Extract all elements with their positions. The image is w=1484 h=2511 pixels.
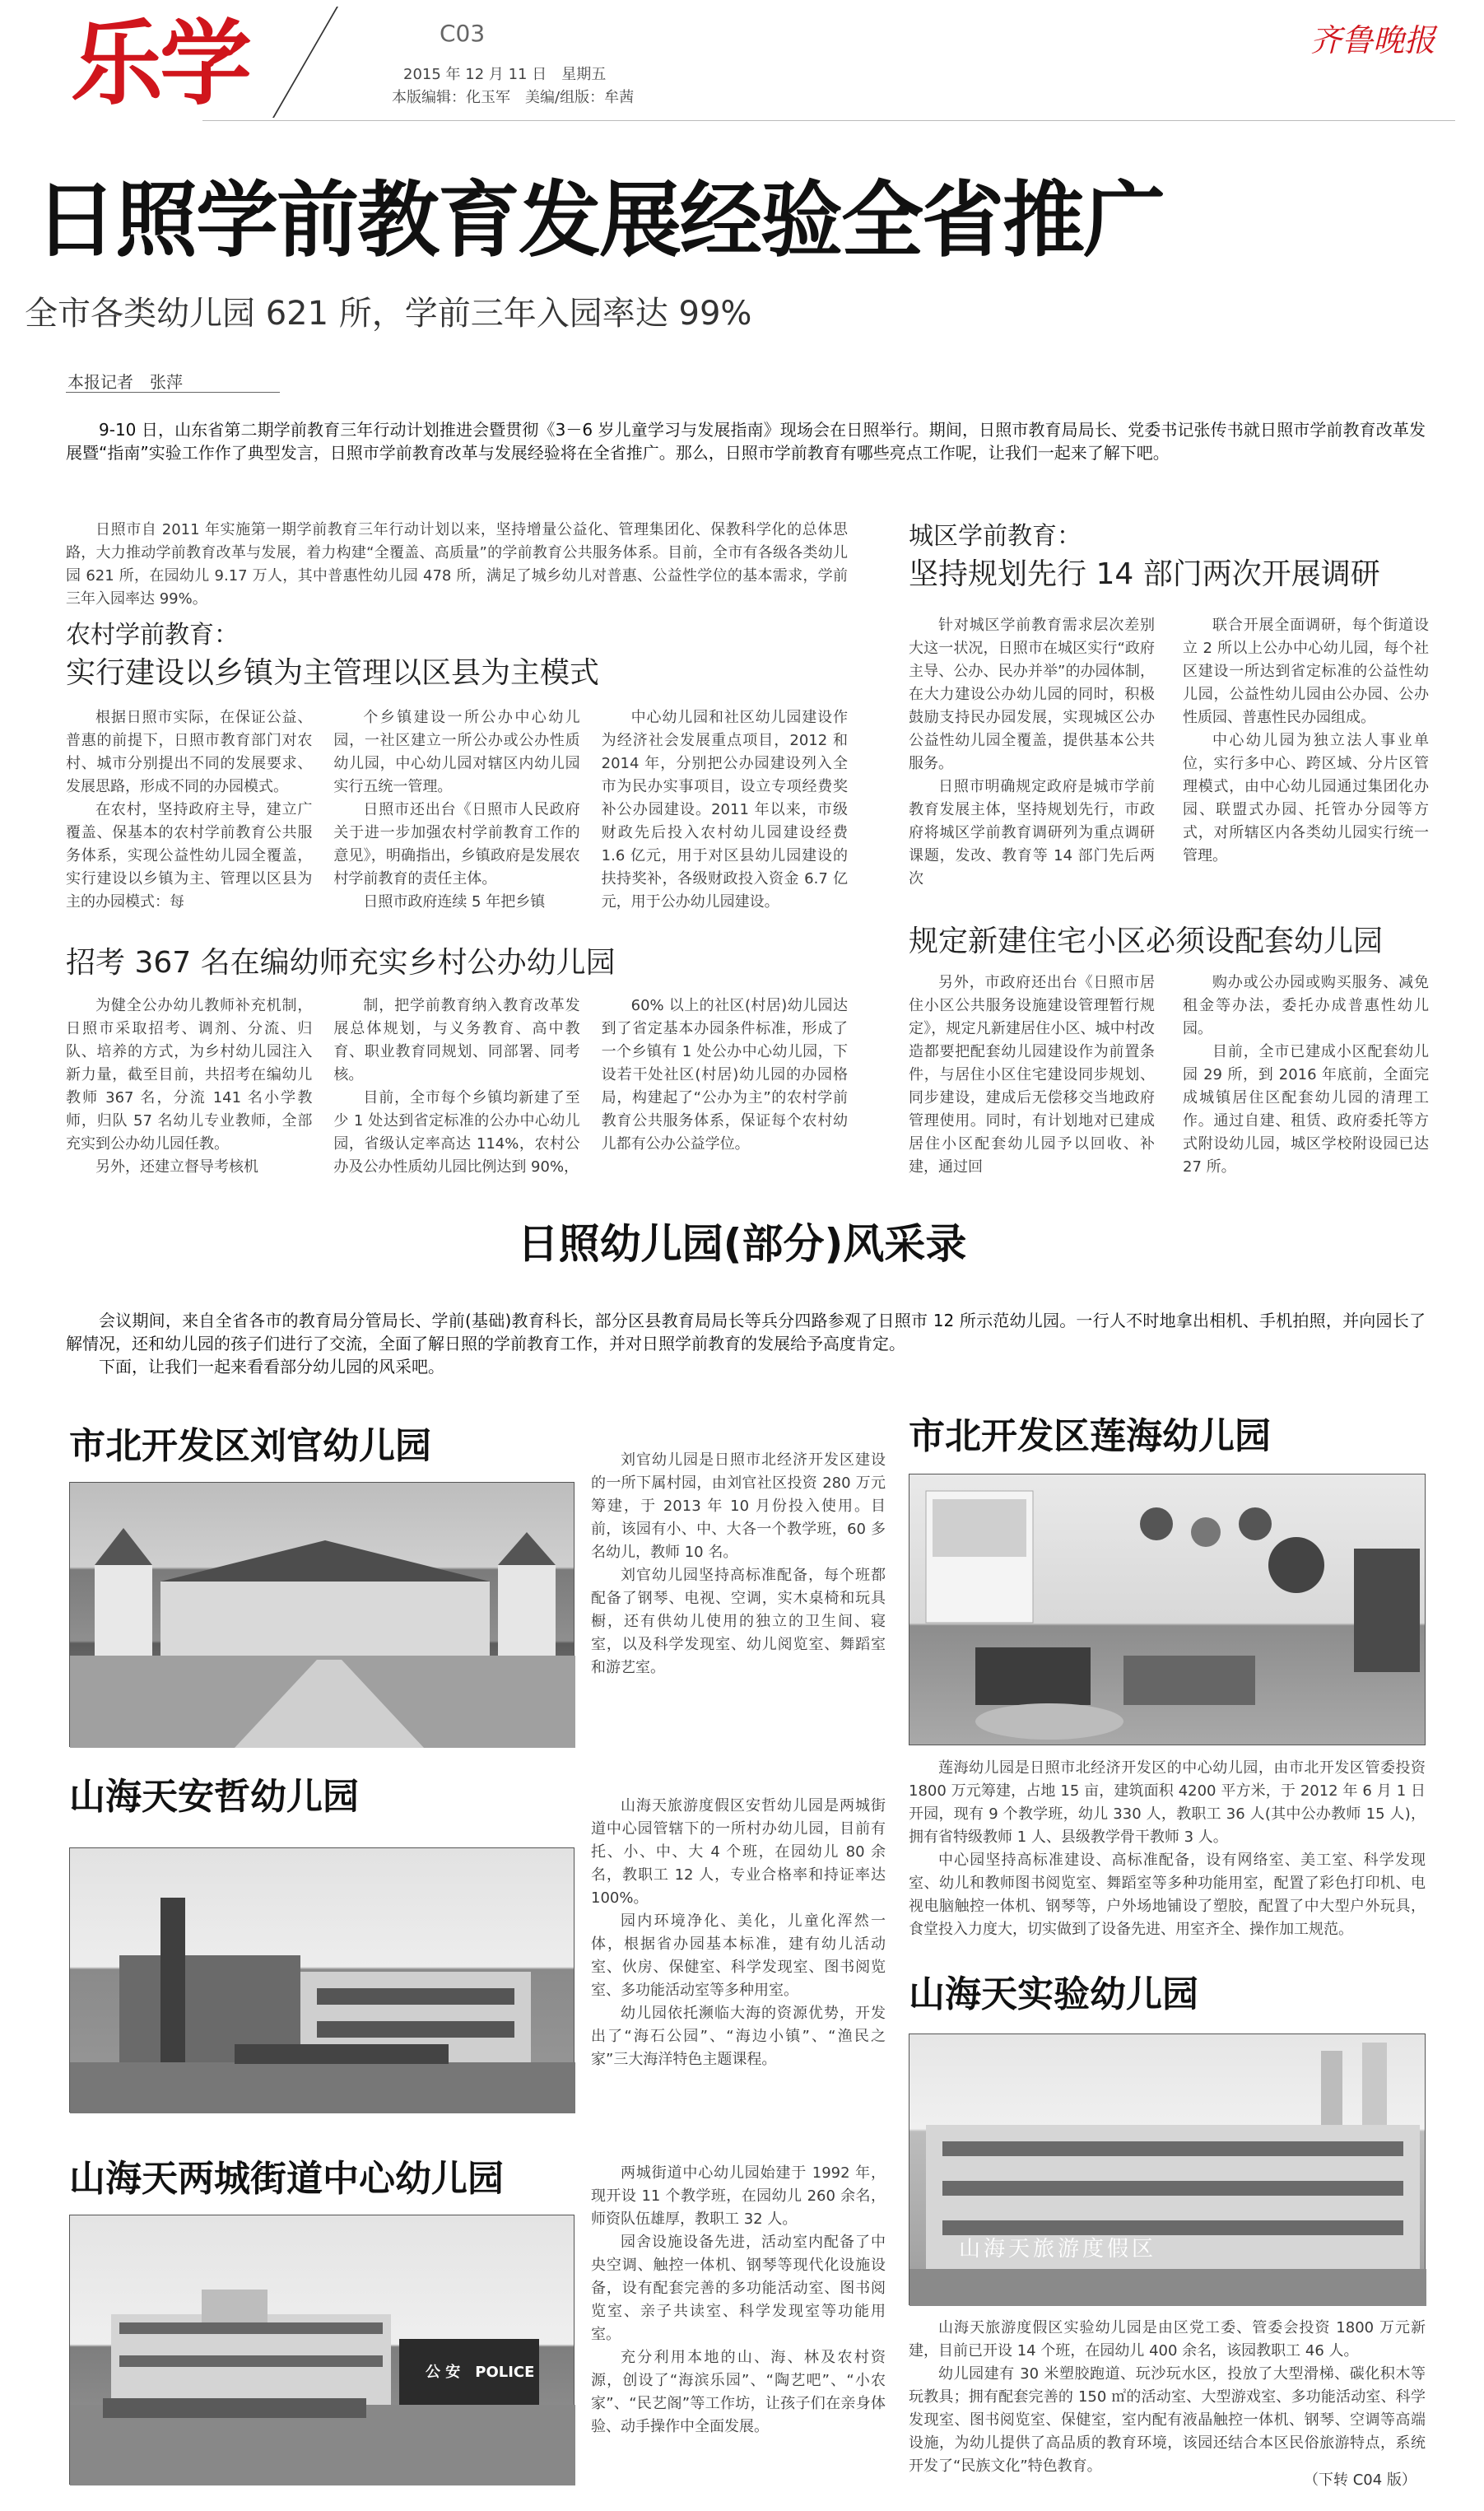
paragraph: 中心幼儿园和社区幼儿园建设作为经济社会发展重点项目，2012 和 2014 年，分别把公办园建设列入全市为民办实事项目，设立专项经费奖补公办园建设。2011 年以来，市级财政先后投入农村幼儿园建设经费 1.6 亿元，用于对区县幼儿园建设的扶持奖补，各级财政投入资金 6.7 亿元，用于公办幼儿园建设。 (601, 709, 848, 911)
paragraph: 中心幼儿园为独立法人事业单位，实行多中心、跨区域、分片区管理模式，由中心幼儿园通过集团化办园、联盟式办园、托管办分园等方式，对所辖区内各类幼儿园实行统一管理。 (1183, 732, 1429, 864)
shiyan-title: 山海天实验幼儿园 (909, 1973, 1198, 2015)
housing-col-1 (909, 971, 1155, 1190)
editor-credits: 本版编辑：化玉军 美编/组版：牟茜 (392, 89, 635, 106)
paragraph: 针对城区学前教育需求层次差别大这一状况，日照市在城区实行“政府主导、公办、民办并举”的办园体制，在大力建设公办幼儿园的同时，积极鼓励支持民办园发展，实现城区公办公益性幼儿园全覆盖，提供基本公共服务。 (909, 617, 1155, 772)
police-sign: 公 安 POLICE (426, 2364, 535, 2381)
paragraph: 莲海幼儿园是日照市北经济开发区的中心幼儿园，由市北开发区管委投资 1800 万元筹建，占地 15 亩，建筑面积 4200 平方米，于 2012 年 6 月 1 日开园，现有 9 个教学班，幼儿 330 人，教职工 36 人(其中公办教师 15 人)，拥有省特级教师 1 人、县级教学骨干教师 3 人。 (909, 1759, 1426, 1846)
liangcheng-photo (69, 2215, 575, 2485)
rural-kicker: 农村学前教育： (66, 621, 239, 650)
housing-title: 规定新建住宅小区必须设配套幼儿园 (909, 925, 1384, 958)
paragraph: 日照市还出台《日照市人民政府关于进一步加强农村学前教育工作的意见》，明确指出，乡镇政府是发展农村学前教育的责任主体。 (333, 801, 580, 887)
paragraph: 充分利用本地的山、海、林及农村资源，创设了“海滨乐园”、“陶艺吧”、“小农家”、“民艺阁”等工作坊，让孩子们在亲身体验、动手操作中全面发展。 (591, 2349, 886, 2435)
masthead-bottom-rule (202, 120, 1455, 121)
newspaper-logo: 齐鲁晚报 (1310, 22, 1436, 58)
lead-paragraph (66, 418, 1426, 487)
paragraph: 联合开展全面调研，每个街道设立 2 所以上公办中心幼儿园，每个社区建设一所达到省定标准的公益性幼儿园，公益性幼儿园由公办园、公办性质园、普惠性民办园组成。 (1183, 617, 1429, 726)
urban-col-2 (1183, 614, 1429, 897)
shiyan-building-illustration (909, 2034, 1426, 2306)
housing-body (909, 971, 1429, 1190)
paragraph: 目前，全市已建成小区配套幼儿园 29 所，到 2016 年底前，全面完成城镇居住区配套幼儿园的清理工作。通过自建、租赁、政府委托等方式附设幼儿园，城区学校附设园已达 27 所。 (1183, 1043, 1429, 1176)
liuguan-photo (69, 1482, 575, 1747)
paragraph: 两城街道中心幼儿园始建于 1992 年，现开设 11 个教学班，在园幼儿 260 余名，师资队伍雄厚，教职工 32 人。 (591, 2164, 886, 2228)
paragraph: 另外，还建立督导考核机 (95, 1158, 258, 1176)
paragraph: 日照市明确规定政府是城市学前教育发展主体，坚持规划先行，市政府将城区学前教育调研列为重点调研课题，发改、教育等 14 部门先后两次 (909, 778, 1155, 887)
paragraph: 刘官幼儿园是日照市北经济开发区建设的一所下属村园，由刘官社区投资 280 万元筹建，于 2013 年 10 月份投入使用。目前，该园有小、中、大各一个教学班，60 多名幼儿，教师 10 名。 (591, 1451, 886, 1561)
paragraph: 根据日照市实际，在保证公益、普惠的前提下，日照市教育部门对农村、城市分别提出不同的发展要求、发展思路，形成不同的办园模式。 (66, 709, 313, 795)
paragraph: 会议期间，来自全省各市的教育局分管局长、学前(基础)教育科长，部分区县教育局局长等兵分四路参观了日照市 12 所示范幼儿园。一行人不时地拿出相机、手机拍照，并向园长了解情况，还和幼儿园的孩子们进行了交流，全面了解日照的学前教育工作，并对日照学前教育的发展给予高度肯定。 (66, 1311, 1426, 1353)
paragraph: 购办或公办园或购买服务、减免租金等办法，委托办成普惠性幼儿园。 (1183, 974, 1429, 1037)
headline: 日照学前教育发展经验全省推广 (35, 172, 1164, 268)
rural-col-2 (333, 706, 579, 929)
rural-title: 实行建设以乡镇为主管理以区县为主模式 (66, 656, 600, 690)
teachers-title: 招考 367 名在编幼师充实乡村公办幼儿园 (66, 946, 616, 980)
tianzhe-building-illustration (70, 1848, 575, 2113)
liuguan-text (591, 1449, 886, 1750)
page-code: C03 (440, 20, 486, 47)
teachers-col-3 (602, 995, 848, 1190)
paragraph: 个乡镇建设一所公办中心幼儿园，一社区建立一所公办或公办性质幼儿园，中心幼儿园对辖区内幼儿园实行五统一管理。 (333, 709, 580, 795)
lianhai-text (909, 1757, 1426, 1953)
shiyan-photo (909, 2033, 1426, 2305)
paragraph: 幼儿园建有 30 米塑胶跑道、玩沙玩水区，投放了大型滑梯、碳化积木等玩教具；拥有配套完善的 150 ㎡的活动室、大型游戏室、多功能活动室、科学发现室、图书阅览室、保健室，室内配有液晶触控一体机、钢琴、空调等高端设施，为幼儿提供了高品质的教育环境，该园还结合本区民俗旅游特点，系统开发了“民族文化”特色教育。 (909, 2365, 1426, 2475)
shiyan-sign: 山海天旅游度假区 (959, 2237, 1157, 2262)
paragraph: 山海天旅游度假区实验幼儿园是由区党工委、管委会投资 1800 万元新建，目前已开设 14 个班，在园幼儿 400 余名，该园教职工 46 人。 (909, 2319, 1426, 2360)
urban-kicker: 城区学前教育： (909, 522, 1082, 551)
paragraph: 制，把学前教育纳入教育改革发展总体规划，与义务教育、高中教育、职业教育同规划、同部署、同考核。 (333, 997, 580, 1083)
masthead (0, 0, 1484, 132)
lead-text: 9-10 日，山东省第二期学前教育三年行动计划推进会暨贯彻《3－6 岁儿童学习与发展指南》现场会在日照举行。期间，日照市教育局局长、党委书记张传书就日照市学前教育改革发展暨“指南”实验工作作了典型发言，日照市学前教育改革与发展经验将在全省推广。那么，日照市学前教育有哪些亮点工作呢，让我们一起来了解下吧。 (66, 420, 1426, 463)
urban-body (909, 614, 1429, 897)
urban-col-1 (909, 614, 1155, 897)
paragraph: 另外，市政府还出台《日照市居住小区公共服务设施建设管理暂行规定》，规定凡新建居住小区、城中村改造都要把配套幼儿园建设作为前置条件，与居住小区住宅建设同步规划、同步建设，建成后无偿移交当地政府管理使用。同时，有计划地对已建成居住小区配套幼儿园予以回收、补建，通过回 (909, 974, 1155, 1176)
paragraph: 目前，全市每个乡镇均新建了至少 1 处达到省定标准的公办中心幼儿园，省级认定率高达 114%，农村公办及公办性质幼儿园比例达到 90%， (333, 1089, 580, 1176)
paragraph: 园舍设施设备先进，活动室内配备了中央空调、触控一体机、钢琴等现代化设施设备，设有配套完善的多功能活动室、图书阅览室、亲子共读室、科学发现室等功能用室。 (591, 2234, 886, 2343)
tianzhe-text (591, 1795, 886, 2127)
liuguan-title: 市北开发区刘官幼儿园 (69, 1425, 431, 1467)
paragraph: 为健全公办幼儿教师补充机制，日照市采取招考、调剂、分流、归队、培养的方式，为乡村幼儿园注入新力量，截至目前，共招考在编幼儿教师 367 名，分流 141 名小学教师，归队 57 名幼儿专业教师，全部充实到公办幼儿园任教。 (66, 997, 313, 1153)
teachers-col-1 (66, 995, 312, 1190)
housing-col-2 (1183, 971, 1429, 1190)
lianhai-photo (909, 1474, 1426, 1745)
liuguan-building-illustration (70, 1483, 575, 1748)
subheadline: 全市各类幼儿园 621 所，学前三年入园率达 99% (25, 295, 752, 333)
paragraph: 在农村，坚持政府主导，建立广覆盖、保基本的农村学前教育公共服务体系，实现公益性幼儿园全覆盖，实行建设以乡镇为主、管理以区县为主的办园模式：每 (66, 801, 313, 911)
paragraph: 日照市政府连续 5 年把乡镇 (363, 893, 546, 911)
section-logo: 乐学 (71, 11, 249, 118)
masthead-rule (272, 7, 338, 118)
paragraph: 下面，让我们一起来看看部分幼儿园的风采吧。 (99, 1357, 444, 1377)
issue-date: 2015 年 12 月 11 日 星期五 (403, 66, 607, 83)
teachers-body (66, 995, 848, 1190)
rural-col-3 (602, 706, 848, 929)
rural-body (66, 706, 848, 929)
paragraph: 幼儿园依托濒临大海的资源优势，开发出了“海石公园”、“海边小镇”、“渔民之家”三大海洋特色主题课程。 (591, 2005, 886, 2068)
paragraph: 中心园坚持高标准建设、高标准配备，设有网络室、美工室、科学发现室、幼儿和教师图书阅览室、舞蹈室等多种功能用室，配置了彩色打印机、电视电脑触控一体机、钢琴等，户外场地铺设了塑胶，配置了中大型户外玩具，食堂投入力度大，切实做到了设备先进、用室齐全、操作加工规范。 (909, 1852, 1426, 1938)
paragraph: 刘官幼儿园坚持高标准配备，每个班都配备了钢琴、电视、空调，实木桌椅和玩具橱，还有供幼儿使用的独立的卫生间、寝室，以及科学发现室、幼儿阅览室、舞蹈室和游艺室。 (591, 1567, 886, 1676)
liangcheng-text (591, 2162, 886, 2495)
urban-title: 坚持规划先行 14 部门两次开展调研 (909, 557, 1380, 591)
intro-paragraph (66, 519, 848, 611)
tianzhe-title: 山海天安哲幼儿园 (69, 1776, 359, 1818)
liangcheng-building-illustration (70, 2215, 575, 2485)
teachers-col-2 (333, 995, 579, 1190)
tianzhe-photo (69, 1847, 575, 2113)
continue-note: （下转 C04 版） (1304, 2471, 1417, 2489)
shiyan-text (909, 2317, 1426, 2475)
showcase-title: 日照幼儿园(部分)风采录 (517, 1220, 967, 1268)
paragraph: 山海天旅游度假区安哲幼儿园是两城街道中心园管辖下的一所村办幼儿园，目前有托、小、中、大 4 个班，在园幼儿 80 余名，教职工 12 人，专业合格率和持证率达 100%。 (591, 1797, 886, 1907)
liangcheng-title: 山海天两城街道中心幼儿园 (69, 2158, 504, 2200)
showcase-intro (66, 1309, 1426, 1383)
rural-col-1 (66, 706, 312, 929)
byline: 本报记者 张萍 (67, 372, 183, 392)
paragraph: 园内环境净化、美化，儿童化浑然一体，根据省办园基本标准，建有幼儿活动室、伙房、保健室、科学发现室、图书阅览室、多功能活动室等多种用室。 (591, 1912, 886, 1999)
paragraph: 60% 以上的社区(村居)幼儿园达到了省定基本办园条件标准，形成了一个乡镇有 1 处公办中心幼儿园，下设若干处社区(村居)幼儿园的办园格局，构建起了“公办为主”的农村学前教育公共服务体系，保证每个农村幼儿都有公办公益学位。 (601, 997, 848, 1153)
lianhai-classroom-illustration (909, 1474, 1426, 1746)
intro-text: 日照市自 2011 年实施第一期学前教育三年行动计划以来，坚持增量公益化、管理集团化、保教科学化的总体思路，大力推动学前教育改革与发展，着力构建“全覆盖、高质量”的学前教育公共服务体系。目前，全市有各级各类幼儿园 621 所，在园幼儿 9.17 万人，其中普惠性幼儿园 478 所，满足了城乡幼儿对普惠、公益性学位的基本需求，学前三年入园率达 99%。 (66, 521, 848, 608)
lianhai-title: 市北开发区莲海幼儿园 (909, 1415, 1271, 1457)
